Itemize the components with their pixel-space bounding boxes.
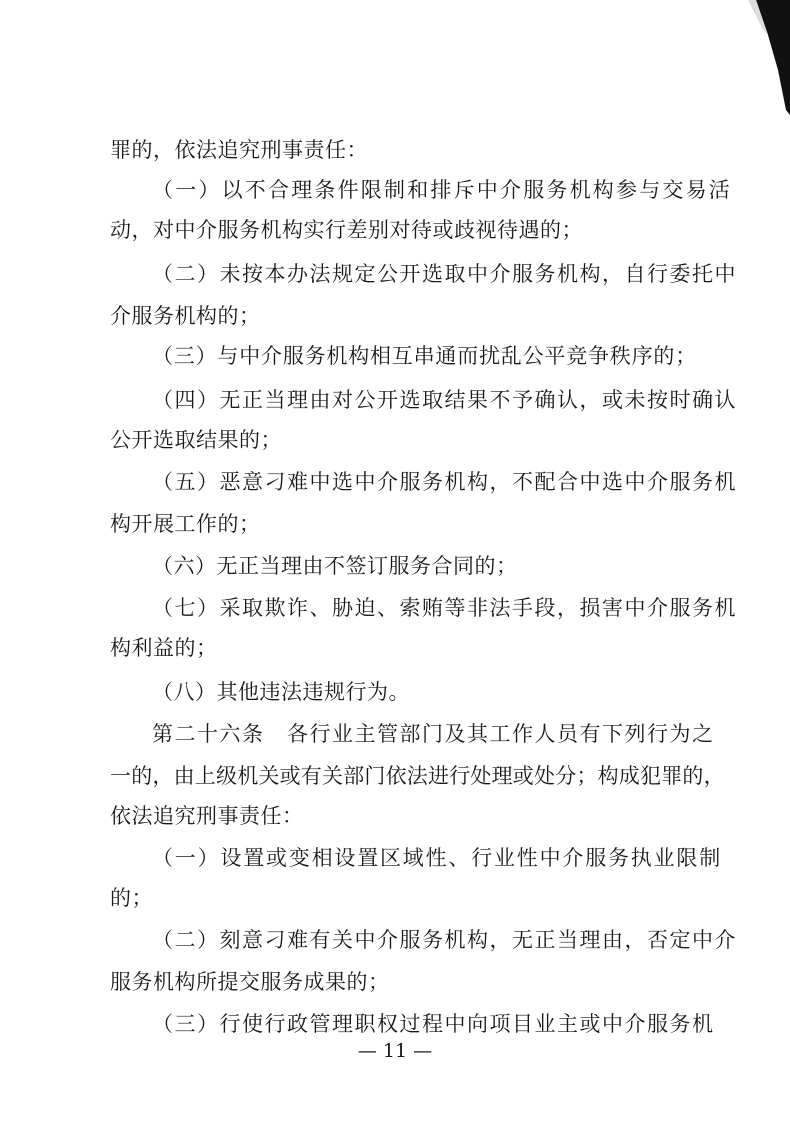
text-line: （五）恶意刁难中选中介服务机构，不配合中选中介服务机 <box>152 470 737 494</box>
text-line: 服务机构所提交服务成果的； <box>110 970 390 994</box>
text-line: 构开展工作的； <box>110 512 261 536</box>
text-line: 的； <box>110 886 153 910</box>
text-line: （一）设置或变相设置区域性、行业性中介服务执业限制 <box>152 846 722 870</box>
text-line: （三）与中介服务机构相互串通而扰乱公平竞争秩序的； <box>152 344 697 368</box>
text-line: （二）未按本办法规定公开选取中介服务机构，自行委托中 <box>152 262 737 286</box>
text-line: 一的，由上级机关或有关部门依法进行处理或处分；构成犯罪的， <box>110 764 725 788</box>
text-line: （四）无正当理由对公开选取结果不予确认，或未按时确认 <box>152 388 737 412</box>
text-line: 第二十六条 各行业主管部门及其工作人员有下列行为之 <box>152 722 715 746</box>
text-line: 介服务机构的； <box>110 304 261 328</box>
text-line: 动，对中介服务机构实行差别对待或歧视待遇的； <box>110 218 583 242</box>
text-line: （七）采取欺诈、胁迫、索贿等非法手段，损害中介服务机 <box>152 596 737 620</box>
text-line: 依法追究刑事责任： <box>110 804 304 828</box>
text-line: （三）行使行政管理职权过程中向项目业主或中介服务机 <box>152 1012 715 1036</box>
text-line: （八）其他违法违规行为。 <box>152 680 410 704</box>
text-line: （六）无正当理由不签订服务合同的； <box>152 554 518 578</box>
text-line: 构利益的； <box>110 636 218 660</box>
page-corner-edge <box>748 0 790 115</box>
text-line: （一）以不合理条件限制和排斥中介服务机构参与交易活 <box>152 178 732 202</box>
page-number: — 11 — <box>357 1040 433 1062</box>
text-line: 罪的，依法追究刑事责任： <box>110 138 368 162</box>
text-line: （二）刻意刁难有关中介服务机构，无正当理由，否定中介 <box>152 928 737 952</box>
text-line: 公开选取结果的； <box>110 428 282 452</box>
